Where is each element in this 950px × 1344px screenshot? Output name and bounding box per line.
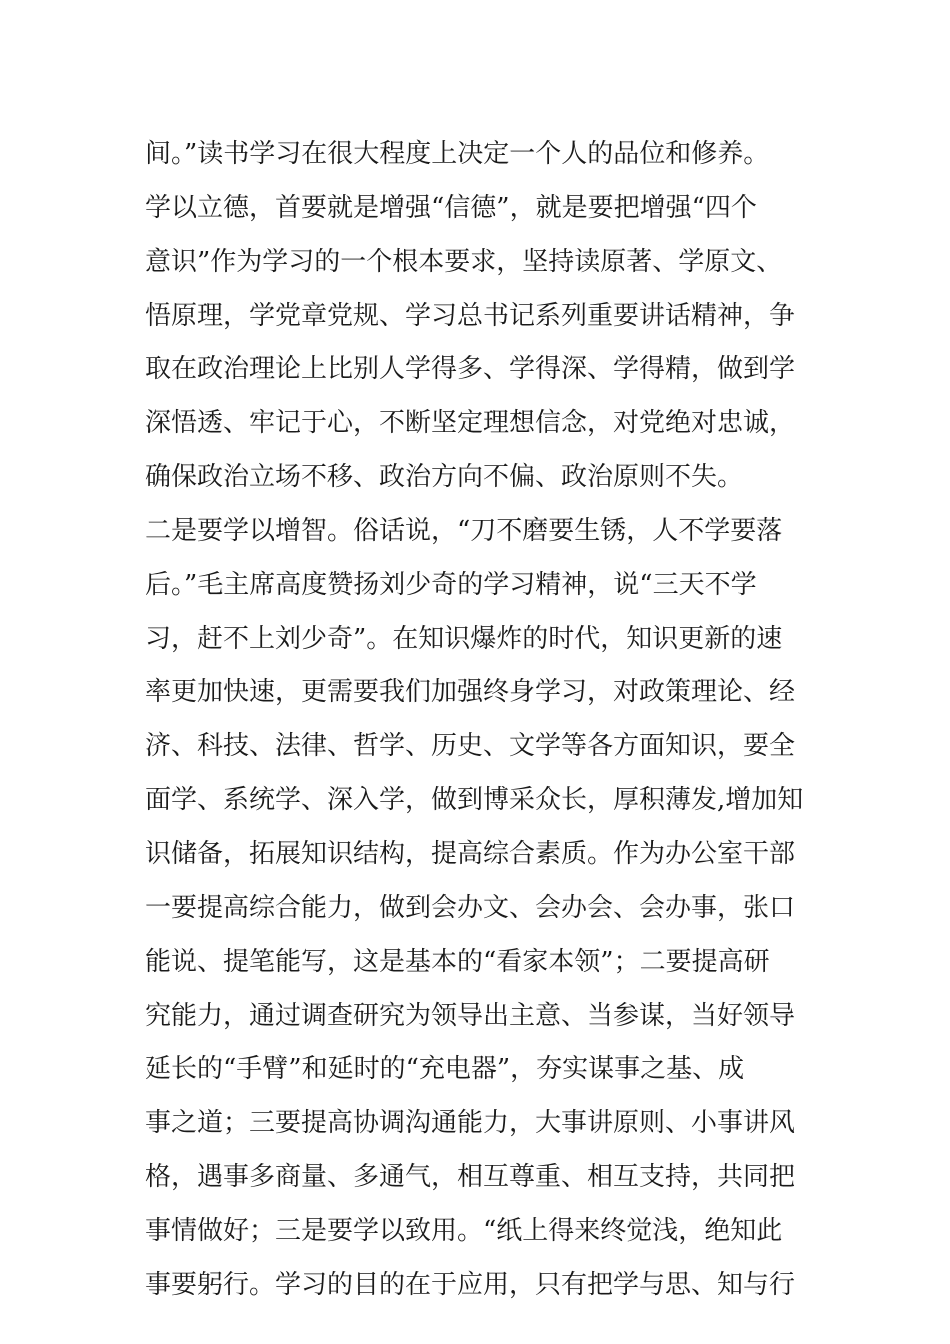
text-line: 事情做好；三是要学以致用。“纸上得来终觉浅，绝知此	[145, 1215, 783, 1246]
text-line: 率更加快速，更需要我们加强终身学习，对政策理论、经	[145, 677, 796, 708]
text-line: 格，遇事多商量、多通气，相互尊重、相互支持，共同把	[145, 1162, 796, 1193]
text-line: 济、科技、法律、哲学、历史、文学等各方面知识，要全	[145, 731, 796, 762]
text-line: 识储备，拓展知识结构，提高综合素质。作为办公室干部	[145, 838, 796, 869]
text-line: 事之道；三要提高协调沟通能力，大事讲原则、小事讲风	[145, 1108, 796, 1139]
text-line: 深悟透、牢记于心，不断坚定理想信念，对党绝对忠诚，	[145, 408, 796, 439]
text-line: 取在政治理论上比别人学得多、学得深、学得精，做到学	[145, 354, 796, 385]
text-line: 习，赶不上刘少奇”。在知识爆炸的时代，知识更新的速	[145, 623, 783, 654]
body-text	[145, 128, 815, 1313]
text-line: 二是要学以增智。俗话说，“刀不磨要生锈，人不学要落	[145, 515, 783, 546]
text-line: 后。”毛主席高度赞扬刘少奇的学习精神，说“三天不学	[145, 569, 757, 600]
text-line: 学以立德，首要就是增强“信德”，就是要把增强“四个	[145, 192, 757, 223]
text-line: 悟原理，学党章党规、学习总书记系列重要讲话精神，争	[145, 300, 796, 331]
text-line: 究能力，通过调查研究为领导出主意、当参谋，当好领导	[145, 1000, 796, 1031]
text-line: 一要提高综合能力，做到会办文、会办会、会办事，张口	[145, 892, 796, 923]
text-line: 确保政治立场不移、政治方向不偏、政治原则不失。	[145, 462, 744, 493]
text-line: 事要躬行。学习的目的在于应用，只有把学与思、知与行	[145, 1269, 796, 1300]
text-line: 能说、提笔能写，这是基本的“看家本领”；二要提高研	[145, 946, 770, 977]
text-line: 意识”作为学习的一个根本要求，坚持读原著、学原文、	[145, 246, 783, 277]
text-line: 面学、系统学、深入学，做到博采众长，厚积薄发,增加知	[145, 785, 804, 816]
text-line: 间。”读书学习在很大程度上决定一个人的品位和修养。	[145, 139, 770, 169]
text-line: 延长的“手臂”和延时的“充电器”，夯实谋事之基、成	[145, 1054, 745, 1085]
